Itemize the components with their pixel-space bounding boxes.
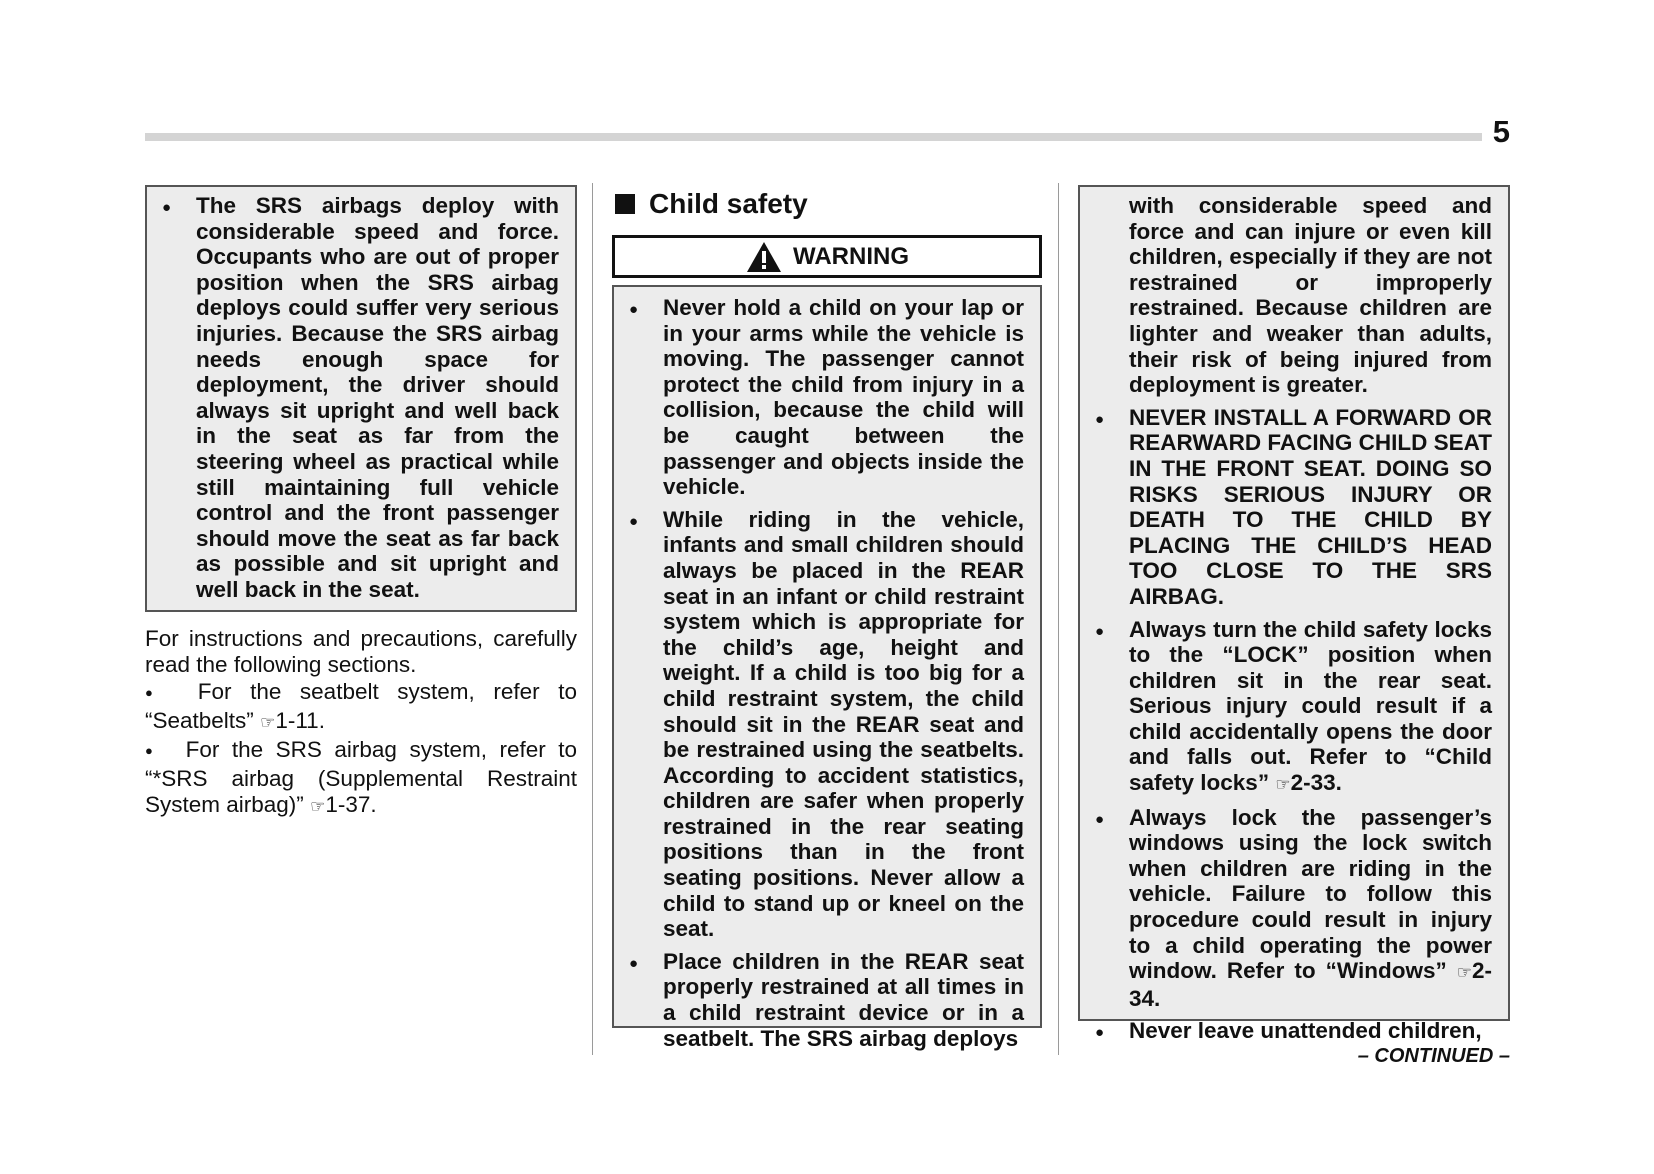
warning-label: WARNING: [793, 242, 909, 270]
airbag-caution-box: [145, 185, 577, 612]
airbag-reference-page[interactable]: 1-37.: [325, 791, 377, 817]
page-reference-icon: ☞: [260, 712, 276, 732]
continued-text: with considerable speed and force and can injure or even kill children, especially if they are not restrained or improperly restrained. Because children are lighter and weaker than adults, their risk of being injured from deployment is greater.: [1129, 193, 1492, 398]
warning-item-text: NEVER INSTALL A FORWARD OR REARWARD FACING CHILD SEAT IN THE FRONT SEAT. DOING SO RISKS SERIOUS INJURY OR DEATH TO THE CHILD BY PLACING THE CHILD’S HEAD TOO CLOSE TO THE SRS AIRBAG.: [1129, 404, 1492, 609]
column-divider-right: [1058, 183, 1059, 1055]
airbag-reference: [145, 737, 577, 819]
page-reference-icon: ☞: [310, 796, 326, 816]
seatbelt-reference: [145, 679, 577, 735]
square-bullet-icon: [615, 194, 635, 214]
warning-item: ● While riding in the vehicle, infants and small children should always be placed in the REAR seat in an infant or child restraint system which is appropriate for the child’s age, height and weight. If a child is too big for a child restraint system, the child should sit in the REAR seat and be restrained using the seatbelts. According to accident statistics, children are safer when properly restrained in the rear seating positions than in the front seating positions. Never allow a child to stand up or kneel on the seat.: [614, 507, 1024, 942]
page-reference-icon: ☞: [1456, 963, 1472, 983]
seatbelt-reference-page[interactable]: 1-11.: [275, 707, 325, 733]
section-heading: [615, 186, 808, 222]
section-title: Child safety: [649, 188, 808, 219]
page-number: 5: [1492, 114, 1510, 149]
warning-item: [1080, 1018, 1492, 1044]
warning-item: ● Place children in the REAR seat properly restrained at all times in a child restraint device or in a seatbelt. The SRS airbag deploys: [614, 949, 1024, 1051]
warning-item-text: Never leave unattended children,: [1129, 1018, 1482, 1044]
page-reference-icon: ☞: [1275, 775, 1291, 795]
warning-box-continued: [1078, 185, 1510, 1044]
intro-paragraph: For instructions and precautions, carefully read the following sections.: [145, 626, 577, 677]
warning-item: [1080, 617, 1492, 798]
windows-page[interactable]: 2-34.: [1129, 958, 1492, 1011]
continued-label: – CONTINUED –: [1357, 1045, 1510, 1067]
seatbelt-reference-text: For the seatbelt system, refer to “Seatbelts”: [145, 679, 577, 733]
warning-item: [1080, 805, 1492, 1012]
warning-item: [1080, 405, 1492, 610]
airbag-reference-text: For the SRS airbag system, refer to “*SRS airbag (Supplemental Restraint System airbag)”: [145, 737, 577, 817]
caution-item: ● The SRS airbags deploy with considerable speed and force. Occupants who are out of proper position when the SRS airbag deploys could suffer very serious injuries. Because the SRS airbag needs enough space for deployment, the driver should always sit upright and well back in the seat as far from the steering wheel as practical while still maintaining full vehicle control and the front passenger should move the seat as far back as possible and sit upright and well back in the seat.: [147, 193, 559, 603]
warning-item-text: Always turn the child safety locks to the “LOCK” position when children sit in the rear seat. Serious injury could result if a child accidentally opens the door and falls out. Refer to “Child safety locks”: [1129, 616, 1492, 796]
warning-item-text: Always lock the passenger’s windows using the lock switch when children are riding in the vehicle. Failure to follow this procedure could result in injury to a child operating the power window. Refer to “Windows”: [1129, 804, 1492, 984]
child-safety-locks-page[interactable]: 2-33.: [1290, 770, 1342, 796]
warning-item: ● Never hold a child on your lap or in your arms while the vehicle is moving. The passenger cannot protect the child from injury in a collision, because the child will be caught between the passenger and objects inside the vehicle.: [614, 295, 1024, 500]
warning-box: [612, 285, 1042, 1051]
warning-header: [612, 235, 1042, 278]
header-rule: [145, 133, 1482, 141]
instructions-text: [145, 626, 577, 821]
column-divider-left: [592, 183, 593, 1055]
warning-triangle-icon: [745, 240, 783, 274]
